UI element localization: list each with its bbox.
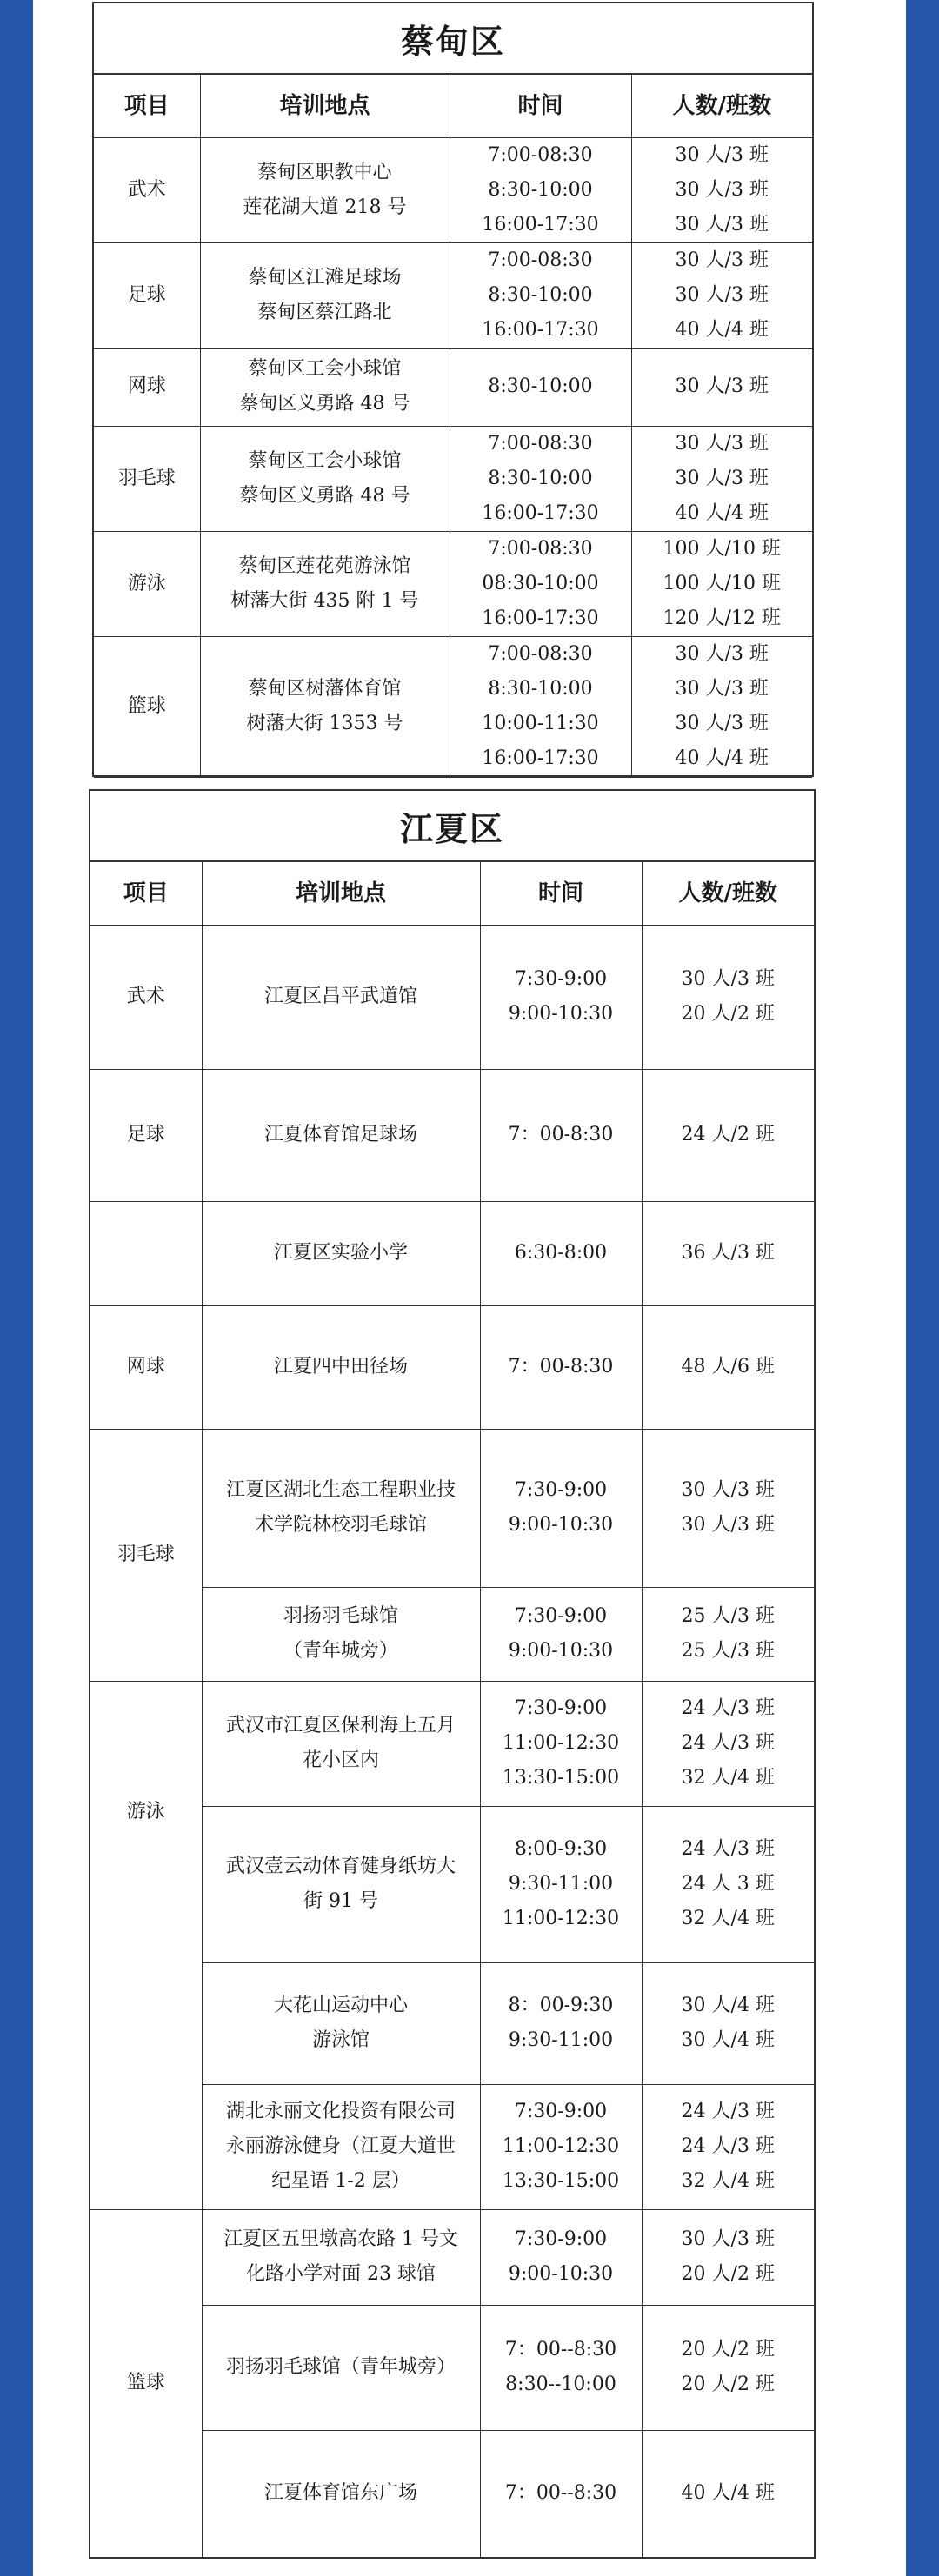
time-cell: 7:00-08:30 8:30-10:00 16:00-17:30 — [450, 242, 631, 348]
time-cell: 7:30-9:00 11:00-12:30 13:30-15:00 — [480, 2084, 642, 2209]
project-cell: 网球 — [94, 348, 200, 426]
header-project: 项目 — [94, 75, 200, 137]
count-cell: 30 人/3 班 30 人/3 班 30 人/3 班 — [631, 137, 812, 242]
time-cell: 7:30-9:00 11:00-12:30 13:30-15:00 — [480, 1681, 642, 1806]
table-row — [90, 1069, 814, 1201]
time-cell: 7:00-08:30 8:30-10:00 10:00-11:30 16:00-17:30 — [450, 636, 631, 777]
header-count: 人数/班数 — [642, 862, 814, 925]
count-cell: 30 人/3 班 30 人/3 班 40 人/4 班 — [631, 242, 812, 348]
header-location: 培训地点 — [202, 862, 480, 925]
project-cell: 游泳 — [94, 531, 200, 636]
table-row — [90, 2209, 814, 2305]
header-count: 人数/班数 — [631, 75, 812, 137]
location-cell: 湖北永丽文化投资有限公司 永丽游泳健身（江夏大道世 纪星语 1-2 层） — [202, 2084, 480, 2209]
table-row — [90, 1429, 814, 1587]
project-cell: 羽毛球 — [94, 426, 200, 531]
left-blue-border — [0, 0, 33, 2576]
time-cell: 8：00-9:30 9:30-11:00 — [480, 1962, 642, 2084]
project-cell: 武术 — [90, 925, 202, 1069]
table-row — [94, 242, 812, 348]
table-row — [94, 426, 812, 531]
table-row — [94, 636, 812, 777]
right-blue-border — [906, 0, 939, 2576]
location-cell: 江夏区实验小学 — [202, 1201, 480, 1305]
location-cell: 江夏体育馆东广场 — [202, 2430, 480, 2557]
location-cell: 江夏区湖北生态工程职业技 术学院林校羽毛球馆 — [202, 1429, 480, 1587]
time-cell: 8:30-10:00 — [450, 348, 631, 426]
count-cell: 30 人/4 班 30 人/4 班 — [642, 1962, 814, 2084]
block-title: 蔡甸区 — [94, 3, 812, 75]
location-cell: 羽扬羽毛球馆 （青年城旁） — [202, 1587, 480, 1681]
count-cell: 25 人/3 班 25 人/3 班 — [642, 1587, 814, 1681]
location-cell: 江夏区昌平武道馆 — [202, 925, 480, 1069]
location-cell: 蔡甸区职教中心 莲花湖大道 218 号 — [200, 137, 450, 242]
time-cell: 7:30-9:00 9:00-10:30 — [480, 1587, 642, 1681]
location-cell: 武汉壹云动体育健身纸坊大 街 91 号 — [202, 1806, 480, 1962]
location-cell: 蔡甸区莲花苑游泳馆 树藩大街 435 附 1 号 — [200, 531, 450, 636]
table-row — [90, 925, 814, 1069]
project-cell: 武术 — [94, 137, 200, 242]
time-cell: 7：00--8:30 8:30--10:00 — [480, 2305, 642, 2430]
caidian-schedule-block — [92, 2, 814, 777]
jiangxia-table — [90, 862, 814, 2558]
time-cell: 7：00--8:30 — [480, 2430, 642, 2557]
time-cell: 7:00-08:30 8:30-10:00 16:00-17:30 — [450, 426, 631, 531]
table-header-row — [94, 75, 812, 137]
count-cell: 30 人/3 班 — [631, 348, 812, 426]
table-row — [90, 1305, 814, 1429]
block-title: 江夏区 — [90, 791, 814, 862]
time-cell: 6:30-8:00 — [480, 1201, 642, 1305]
table-row — [94, 531, 812, 636]
count-cell: 30 人/3 班 20 人/2 班 — [642, 925, 814, 1069]
project-cell: 篮球 — [94, 636, 200, 777]
location-cell: 蔡甸区江滩足球场 蔡甸区蔡江路北 — [200, 242, 450, 348]
count-cell: 100 人/10 班 100 人/10 班 120 人/12 班 — [631, 531, 812, 636]
caidian-table — [94, 75, 812, 778]
header-time: 时间 — [480, 862, 642, 925]
location-cell: 蔡甸区树藩体育馆 树藩大街 1353 号 — [200, 636, 450, 777]
count-cell: 30 人/3 班 30 人/3 班 30 人/3 班 40 人/4 班 — [631, 636, 812, 777]
table-row — [94, 137, 812, 242]
count-cell: 30 人/3 班 20 人/2 班 — [642, 2209, 814, 2305]
time-cell: 7:00-08:30 08:30-10:00 16:00-17:30 — [450, 531, 631, 636]
jiangxia-schedule-block — [89, 789, 816, 2559]
project-cell: 游泳 — [90, 1681, 202, 2209]
header-project: 项目 — [90, 862, 202, 925]
project-cell: 篮球 — [90, 2209, 202, 2557]
location-cell: 江夏四中田径场 — [202, 1305, 480, 1429]
count-cell: 24 人/3 班 24 人/3 班 32 人/4 班 — [642, 2084, 814, 2209]
count-cell: 24 人/3 班 24 人/3 班 32 人/4 班 — [642, 1681, 814, 1806]
count-cell: 20 人/2 班 20 人/2 班 — [642, 2305, 814, 2430]
location-cell: 蔡甸区工会小球馆 蔡甸区义勇路 48 号 — [200, 426, 450, 531]
project-cell: 网球 — [90, 1305, 202, 1429]
time-cell: 7:00-08:30 8:30-10:00 16:00-17:30 — [450, 137, 631, 242]
location-cell: 蔡甸区工会小球馆 蔡甸区义勇路 48 号 — [200, 348, 450, 426]
count-cell: 24 人/3 班 24 人 3 班 32 人/4 班 — [642, 1806, 814, 1962]
table-header-row — [90, 862, 814, 925]
count-cell: 48 人/6 班 — [642, 1305, 814, 1429]
time-cell: 8:00-9:30 9:30-11:00 11:00-12:30 — [480, 1806, 642, 1962]
header-time: 时间 — [450, 75, 631, 137]
right-gap — [896, 0, 906, 2576]
location-cell: 大花山运动中心 游泳馆 — [202, 1962, 480, 2084]
location-cell: 江夏体育馆足球场 — [202, 1069, 480, 1201]
count-cell: 36 人/3 班 — [642, 1201, 814, 1305]
location-cell: 武汉市江夏区保利海上五月 花小区内 — [202, 1681, 480, 1806]
table-row — [90, 1681, 814, 1806]
location-cell: 江夏区五里墩高农路 1 号文 化路小学对面 23 球馆 — [202, 2209, 480, 2305]
count-cell: 30 人/3 班 30 人/3 班 40 人/4 班 — [631, 426, 812, 531]
project-cell: 足球 — [90, 1069, 202, 1201]
left-gap — [33, 0, 43, 2576]
table-row — [90, 1201, 814, 1305]
count-cell: 24 人/2 班 — [642, 1069, 814, 1201]
time-cell: 7：00-8:30 — [480, 1305, 642, 1429]
count-cell: 30 人/3 班 30 人/3 班 — [642, 1429, 814, 1587]
project-cell: 足球 — [94, 242, 200, 348]
location-cell: 羽扬羽毛球馆（青年城旁） — [202, 2305, 480, 2430]
header-location: 培训地点 — [200, 75, 450, 137]
time-cell: 7:30-9:00 9:00-10:30 — [480, 1429, 642, 1587]
project-cell — [90, 1201, 202, 1305]
time-cell: 7:30-9:00 9:00-10:30 — [480, 2209, 642, 2305]
table-row — [94, 348, 812, 426]
time-cell: 7：00-8:30 — [480, 1069, 642, 1201]
time-cell: 7:30-9:00 9:00-10:30 — [480, 925, 642, 1069]
project-cell: 羽毛球 — [90, 1429, 202, 1681]
count-cell: 40 人/4 班 — [642, 2430, 814, 2557]
